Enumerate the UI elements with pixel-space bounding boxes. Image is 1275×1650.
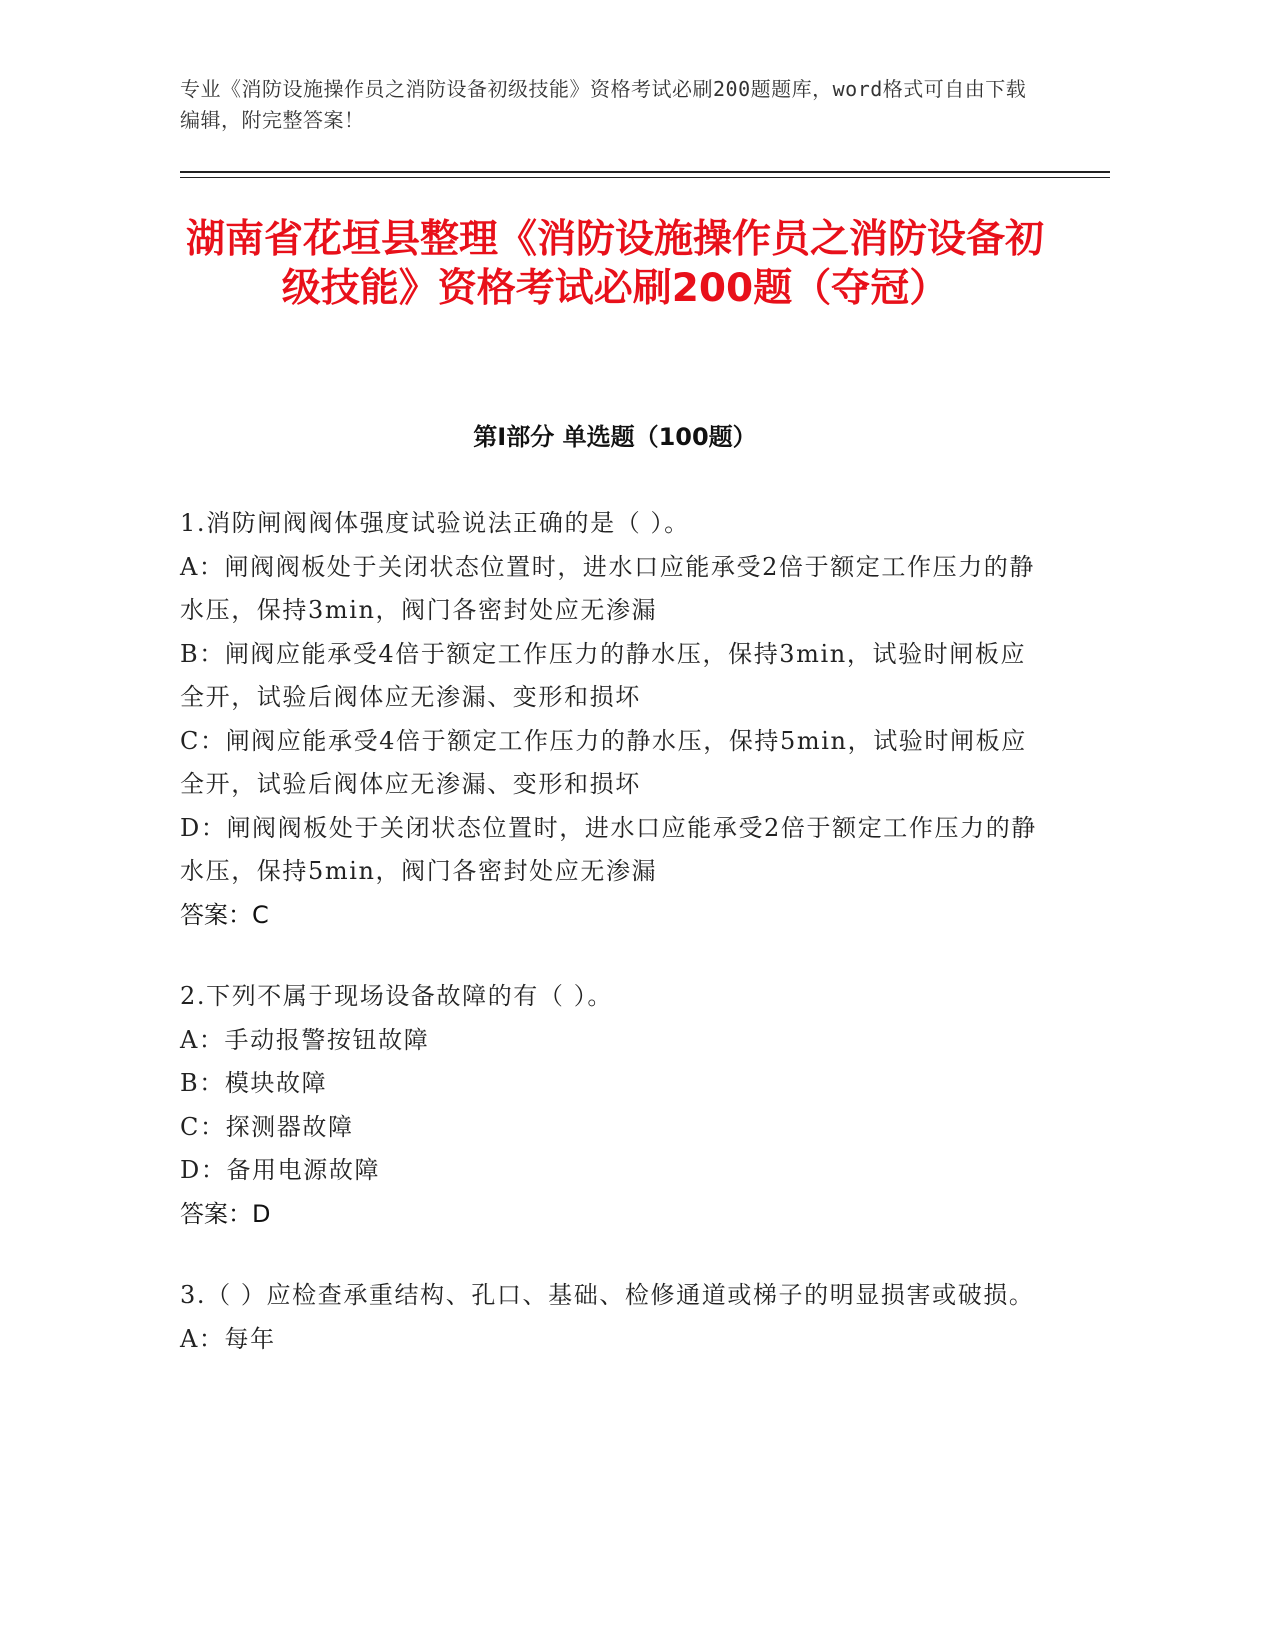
question-stem: 1.消防闸阀阀体强度试验说法正确的是（ ）。 [180,509,690,537]
question-stem: 2.下列不属于现场设备故障的有（ ）。 [180,982,613,1010]
answer-line: 答案：D [180,1199,271,1228]
option-d: D：备用电源故障 [180,1156,381,1184]
option-c: C：探测器故障 [180,1112,354,1141]
answer-line: 答案：C [180,900,269,929]
question-1 [180,502,1040,937]
document-title: 湖南省花垣县整理《消防设施操作员之消防设备初级技能》资格考试必刷200题（夺冠） [185,217,1044,311]
question-2 [180,975,1040,1236]
header-note: 专业《消防设施操作员之消防设备初级技能》资格考试必刷200题题库，word格式可自由下载编辑，附完整答案！ [180,77,1027,132]
question-stem: 3.（ ）应检查承重结构、孔口、基础、检修通道或梯子的明显损害或破损。 [180,1281,1035,1309]
option-d: D：闸阀阀板处于关闭状态位置时，进水口应能承受2倍于额定工作压力的静水压，保持5min，阀门各密封处应无渗漏 [180,813,1037,885]
option-c: C：闸阀应能承受4倍于额定工作压力的静水压，保持5min，试验时闸板应全开，试验后阀体应无渗漏、变形和损坏 [180,726,1027,798]
option-b: B：模块故障 [180,1069,328,1097]
option-a: A：闸阀阀板处于关闭状态位置时，进水口应能承受2倍于额定工作压力的静水压，保持3min，阀门各密封处应无渗漏 [180,552,1035,624]
question-list [180,502,1040,1399]
option-a: A：每年 [180,1324,276,1353]
header-divider-thick [180,171,1110,173]
header-divider-thin [180,177,1110,178]
section-heading: 第Ⅰ部分 单选题（100题） [473,423,757,451]
option-a: A：手动报警按钮故障 [180,1025,430,1054]
option-b: B：闸阀应能承受4倍于额定工作压力的静水压，保持3min，试验时闸板应全开，试验后阀体应无渗漏、变形和损坏 [180,639,1027,711]
question-3 [180,1274,1040,1361]
